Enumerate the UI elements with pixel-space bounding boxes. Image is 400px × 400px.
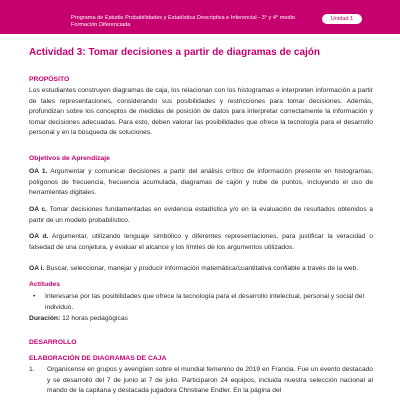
objective-code: OA d. (29, 233, 49, 240)
purpose-heading: PROPÓSITO (29, 76, 70, 83)
objective-item (29, 167, 373, 199)
duration-label: Duración: (29, 315, 61, 322)
objective-text: Argumentar y comunicar decisiones a partir del análisis crítico de información presente en histogramas, polígonos de frecuencia, frecuencia acumulada, diagramas de cajón y nube de puntos, incluyendo el uso de herramientas digitales. (29, 168, 373, 197)
attitude-item: Interesarse por las posibilidades que ofrece la tecnología para el desarrollo intelectual, personal y social del individuo. (45, 293, 364, 311)
development-heading: DESARROLLO (29, 339, 77, 346)
duration (29, 314, 373, 325)
page-title: Actividad 3: Tomar decisiones a partir de diagramas de cajón (29, 47, 321, 58)
objective-text: Buscar, seleccionar, manejar y producir información matemática/cuantitativa confiable a través de la web. (44, 265, 359, 272)
objectives-heading: Objetivos de Aprendizaje (29, 155, 110, 162)
objective-code: OA c. (29, 206, 48, 213)
program-line-2: Formación Diferenciada (71, 22, 131, 28)
objective-item (29, 205, 373, 226)
duration-value: 12 horas pedagógicas (60, 315, 128, 322)
program-line-1: Programa de Estudio Probabilidades y Estadística Descriptiva e Inferencial - 3° y 4° medio (71, 15, 295, 21)
objective-text: Argumentar, utilizando lenguaje simbólico y diferentes representaciones, para justificar la veracidad o falsedad de una conjetura, y evaluar el alcance y los límites de los argumentos utilizados. (29, 233, 373, 251)
objective-code: OA 1. (29, 168, 48, 175)
item-number: 1. (29, 366, 35, 373)
bullet-icon: • (33, 293, 36, 300)
development-item: Organícense en grupos y averigüen sobre el mundial femenino de 2019 en Francia. Fue un evento destacado y se desarrolló del 7 de junio al 7 de julio. Participaron 24 equipos, incluida nuestra selección nacional al mando de la capitana y destacada jugadora Christiane Endler. En la página del (47, 366, 373, 395)
program-title (71, 15, 321, 29)
attitudes-heading: Actitudes (29, 281, 60, 288)
objective-text: Tomar decisiones fundamentadas en evidencia estadística y/o en la evaluación de resultados obtenidos a partir de un modelo probabilístico. (29, 206, 374, 224)
unit-badge: Unidad 1 (322, 14, 362, 24)
development-subheading: ELABORACIÓN DE DIAGRAMAS DE CAJA (29, 355, 167, 362)
objective-code: OA i. (29, 265, 45, 272)
objective-item (29, 264, 373, 275)
objective-item (29, 232, 373, 253)
purpose-text: Los estudiantes construyen diagramas de caja, los relacionan con los histogramas e interpreten información a partir de tales representaciones, considerando sus posibilidades y restricciones para tomar decisiones. Además, profundizan sobre los conceptos de medidas de posición de datos para interpretar correctamente la información y tomar decisiones adecuadas. Para esto, deben valorar las posibilidades que ofrece la tecnología para el desarrollo personal y en la búsqueda de soluciones. (29, 87, 373, 137)
